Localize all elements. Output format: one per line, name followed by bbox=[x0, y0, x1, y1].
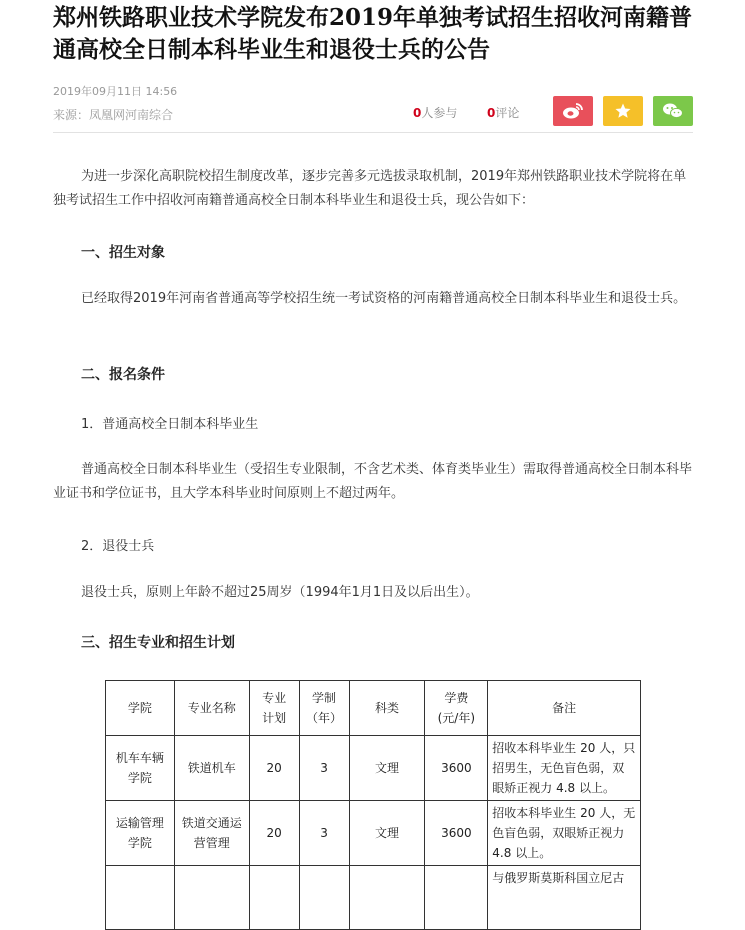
table-cell bbox=[349, 866, 425, 930]
table-cell: 3600 bbox=[425, 736, 488, 801]
table-cell bbox=[106, 866, 175, 930]
share-wechat-button[interactable] bbox=[653, 96, 693, 126]
header-cell-category: 科类 bbox=[349, 681, 425, 736]
participants-label: 人参与 bbox=[421, 106, 458, 120]
header-divider bbox=[53, 132, 693, 133]
article-title: 郑州铁路职业技术学院发布2019年单独考试招生招收河南籍普通高校全日制本科毕业生和退役士兵的公告 bbox=[53, 4, 693, 63]
table-cell bbox=[425, 866, 488, 930]
intro-paragraph: 为进一步深化高职院校招生制度改革，逐步完善多元选拔录取机制，2019年郑州铁路职业技术学院将在单独考试招生工作中招收河南籍普通高校全日制本科毕业生和退役士兵，现公告如下： bbox=[53, 169, 687, 208]
header-cell-tuition: 学费 (元/年) bbox=[425, 681, 488, 736]
subheading-graduates: 1．普通高校全日制本科毕业生 bbox=[81, 417, 259, 432]
table-cell bbox=[174, 866, 249, 930]
article-source: 来源：凤凰网河南综合 bbox=[53, 108, 174, 122]
table-cell: 20 bbox=[249, 801, 299, 866]
table-cell bbox=[299, 866, 349, 930]
veterans-paragraph: 退役士兵，原则上年龄不超过25周岁（1994年1月1日及以后出生）。 bbox=[81, 585, 479, 600]
favorite-button[interactable] bbox=[603, 96, 643, 126]
table-cell: 铁道交通运 营管理 bbox=[174, 801, 249, 866]
section-heading-1: 一、招生对象 bbox=[81, 245, 165, 261]
star-icon bbox=[614, 102, 632, 120]
table-cell: 机车车辆 学院 bbox=[106, 736, 175, 801]
publish-date: 2019年09月11日 14:56 bbox=[53, 85, 178, 98]
table-cell: 文理 bbox=[349, 801, 425, 866]
comments-label: 评论 bbox=[495, 106, 520, 120]
table-cell-note: 招收本科毕业生 20 人，无色盲色弱，双眼矫正视力4.8 以上。 bbox=[488, 801, 641, 866]
header-cell-major: 专业名称 bbox=[174, 681, 249, 736]
enrollment-plan-table bbox=[105, 680, 641, 930]
table-cell: 3 bbox=[299, 801, 349, 866]
table-header-row bbox=[106, 681, 641, 736]
table-cell: 3 bbox=[299, 736, 349, 801]
table-cell: 20 bbox=[249, 736, 299, 801]
header-cell-duration: 学制 （年） bbox=[299, 681, 349, 736]
table-row bbox=[106, 866, 641, 930]
table-row bbox=[106, 736, 641, 801]
table-cell-note: 与俄罗斯莫斯科国立尼古 bbox=[488, 866, 641, 930]
subheading-veterans: 2．退役士兵 bbox=[81, 539, 155, 554]
header-cell-college: 学院 bbox=[106, 681, 175, 736]
table-cell: 铁道机车 bbox=[174, 736, 249, 801]
table-cell: 文理 bbox=[349, 736, 425, 801]
comments-counter[interactable] bbox=[487, 104, 519, 121]
section-1-paragraph: 已经取得2019年河南省普通高等学校招生统一考试资格的河南籍普通高校全日制本科毕业生和退役士兵。 bbox=[81, 291, 687, 306]
graduates-paragraph: 普通高校全日制本科毕业生（受招生专业限制，不含艺术类、体育类毕业生）需取得普通高校全日制本科毕业证书和学位证书，且大学本科毕业时间原则上不超过两年。 bbox=[53, 462, 693, 501]
comments-count: 0 bbox=[487, 106, 496, 120]
section-heading-3: 三、招生专业和招生计划 bbox=[81, 635, 235, 651]
table-cell-note: 招收本科毕业生 20 人，只招男生，无色盲色弱，双眼矫正视力 4.8 以上。 bbox=[488, 736, 641, 801]
section-heading-2: 二、报名条件 bbox=[81, 367, 165, 383]
header-cell-notes: 备注 bbox=[488, 681, 641, 736]
weibo-icon bbox=[562, 102, 584, 120]
table-cell: 3600 bbox=[425, 801, 488, 866]
participants-count: 0 bbox=[413, 106, 422, 120]
participants-counter[interactable] bbox=[413, 104, 457, 121]
share-weibo-button[interactable] bbox=[553, 96, 593, 126]
table-row bbox=[106, 801, 641, 866]
table-cell bbox=[249, 866, 299, 930]
wechat-icon bbox=[662, 102, 684, 120]
table-cell: 运输管理 学院 bbox=[106, 801, 175, 866]
header-cell-quota: 专业 计划 bbox=[249, 681, 299, 736]
